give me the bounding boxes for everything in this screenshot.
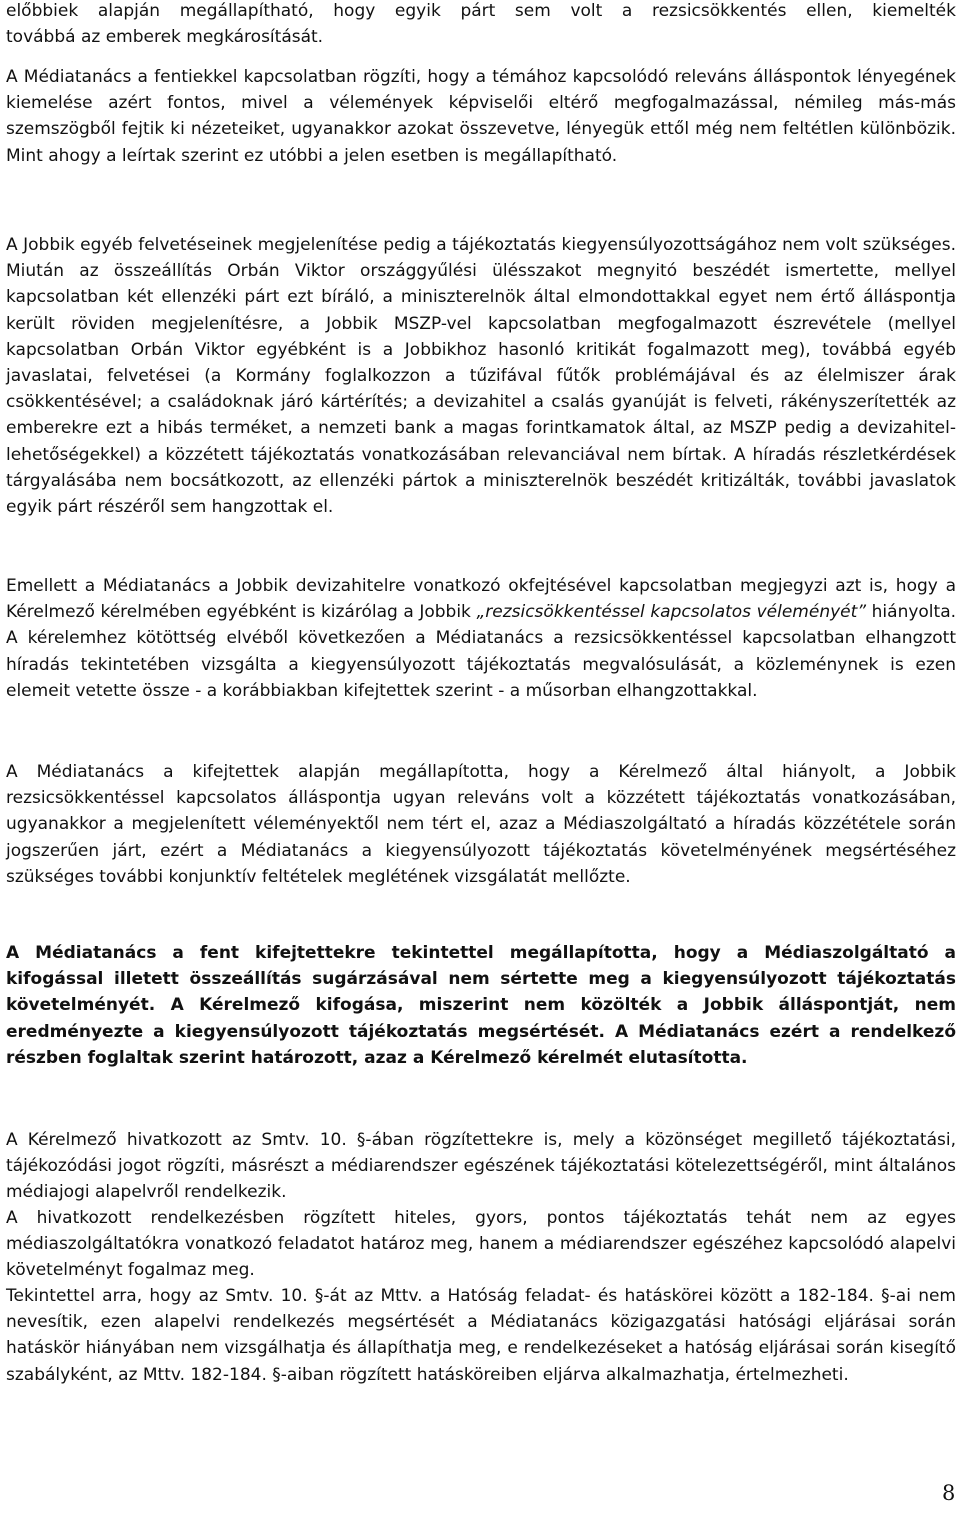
paragraph-3: A Jobbik egyéb felvetéseinek megjelenítése pedig a tájékoztatás kiegyensúlyozottságához nem volt szükséges. Miután az összeállítás Orbán Viktor országgyűlési ülésszakot megnyitó beszédét ismertette, mellyel kapcsolatban két ellenzéki párt ezt bíráló, a miniszterelnök által elmondottakkal egyet nem értő álláspontja került röviden megjelenítésre, a Jobbik MSZP-vel kapcsolatban megfogalmazott észrevétele (mellyel kapcsolatban Orbán Viktor egyébként is a Jobbikhoz hasonló kritikát fogalmazott meg), továbbá egyéb javaslatai, felvetései (a Kormány foglalkozzon a tűzifával fűtők problémájával és az élelmiszer árak csökkentésével; a családoknak járó kártérítés; a devizahitel a csalás gyanúját is felveti, rákényszerítették az emberekre ezt a hibás terméket, a nemzeti bank a magas forintkamatok által, az MSZP pedig a devizahitel-lehetőségekkel) a közzétett tájékoztatás vonatkozásában relevanciával nem bírtak. A híradás részletkérdések tárgyalásába nem bocsátkozott, az ellenzéki pártok a miniszterelnök beszédét kritizálták, további javaslatok egyik párt részéről sem hangzottak el. (6, 235, 956, 518)
paragraph-6-bold-decision: A Médiatanács a fent kifejtettekre tekintettel megállapította, hogy a Médiaszolgáltató a kifogással illetett összeállítás sugárzásával nem sértette meg a kiegyensúlyozott tájékoztatás követelményét. A Kérelmező kifogása, miszerint nem közölték a Jobbik álláspontját, nem eredményezte a kiegyensúlyozott tájékoztatás megsértését. A Médiatanács ezért a rendelkező részben foglaltak szerint határozott, azaz a Kérelmező kérelmét elutasította. (6, 943, 956, 1068)
paragraph-9: Tekintettel arra, hogy az Smtv. 10. §-át az Mttv. a Hatóság feladat- és hatáskörei között a 182-184. §-ai nem nevesítik, ezen alapelvi rendelkezés megsértését a Médiatanács közigazgatási hatósági eljárásai során hatáskör hiányában nem vizsgálhatja és állapíthatja meg, e rendelkezéseket a hatóság eljárásai során kisegítő szabályként, az Mttv. 182-184. §-aiban rögzített hatásköreiben eljárva alkalmazhatja, értelmezheti. (6, 1286, 956, 1385)
paragraph-1-line-2: továbbá az emberek megkárosítását. (6, 27, 324, 48)
paragraph-2: A Médiatanács a fentiekkel kapcsolatban rögzíti, hogy a témához kapcsolódó releváns álláspontok lényegének kiemelése azért fontos, mivel a vélemények képviselői eltérő megfogalmazással, némileg más-más szemszögből fejtik ki nézeteiket, ugyanakkor azokat összevetve, lényegük ettől még nem feltétlen különbözik. Mint ahogy a leírtak szerint ez utóbbi a jelen esetben is megállapítható. (6, 67, 956, 166)
page-number: 8 (942, 1481, 956, 1505)
paragraph-5: A Médiatanács a kifejtettek alapján megállapította, hogy a Kérelmező által hiányolt, a Jobbik rezsicsökkentéssel kapcsolatos álláspontja ugyan releváns volt a közzétett tájékoztatás vonatkozásában, ugyanakkor a megjelenített véleményektől nem tért el, azaz a Médiaszolgáltató a híradás közzététele során jogszerűen járt, ezért a Médiatanács a kiegyensúlyozott tájékoztatás követelményének megsértéséhez szükséges további konjunktív feltételek meglétének vizsgálatát mellőzte. (6, 762, 956, 887)
paragraph-7: A Kérelmező hivatkozott az Smtv. 10. §-ában rögzítettekre is, mely a közönséget megillető tájékoztatási, tájékozódási jogot rögzíti, másrészt a médiarendszer egészének tájékoztatási kötelezettségéről, mint általános médiajogi alapelvről rendelkezik. (6, 1130, 956, 1203)
paragraph-1-line-1: előbbiek alapján megállapítható, hogy egyik párt sem volt a rezsicsökkentés ellen, kiemelték (6, 1, 956, 21)
paragraph-4-before: Emellett a Médiatanács a Jobbik devizahitelre vonatkozó okfejtésével kapcsolatban megjegyzi azt is, hogy a Kérelmező kérelmében egyébként is kizárólag a Jobbik (6, 576, 956, 623)
paragraph-4-after: hiányolta. A kérelemhez kötöttség elvéből következően a Médiatanács a rezsicsökkentéssel kapcsolatban elhangzott híradás tekintetében vizsgálta a kiegyensúlyozott tájékoztatás megvalósulását, a közleménynek is ezen elemeit vetette össze - a korábbiakban kifejtettek szerint - a műsorban elhangzottakkal. (6, 602, 957, 701)
paragraph-4-quote: „rezsicsökkentéssel kapcsolatos véleményét” (476, 602, 867, 623)
paragraph-8: A hivatkozott rendelkezésben rögzített hiteles, gyors, pontos tájékoztatás tehát nem az egyes médiaszolgáltatókra vonatkozó feladatot határoz meg, hanem a médiarendszer egészéhez kapcsolódó alapelvi követelményt fogalmaz meg. (6, 1208, 956, 1281)
paragraph-4 (6, 573, 956, 704)
paragraph-1 (6, 0, 956, 50)
